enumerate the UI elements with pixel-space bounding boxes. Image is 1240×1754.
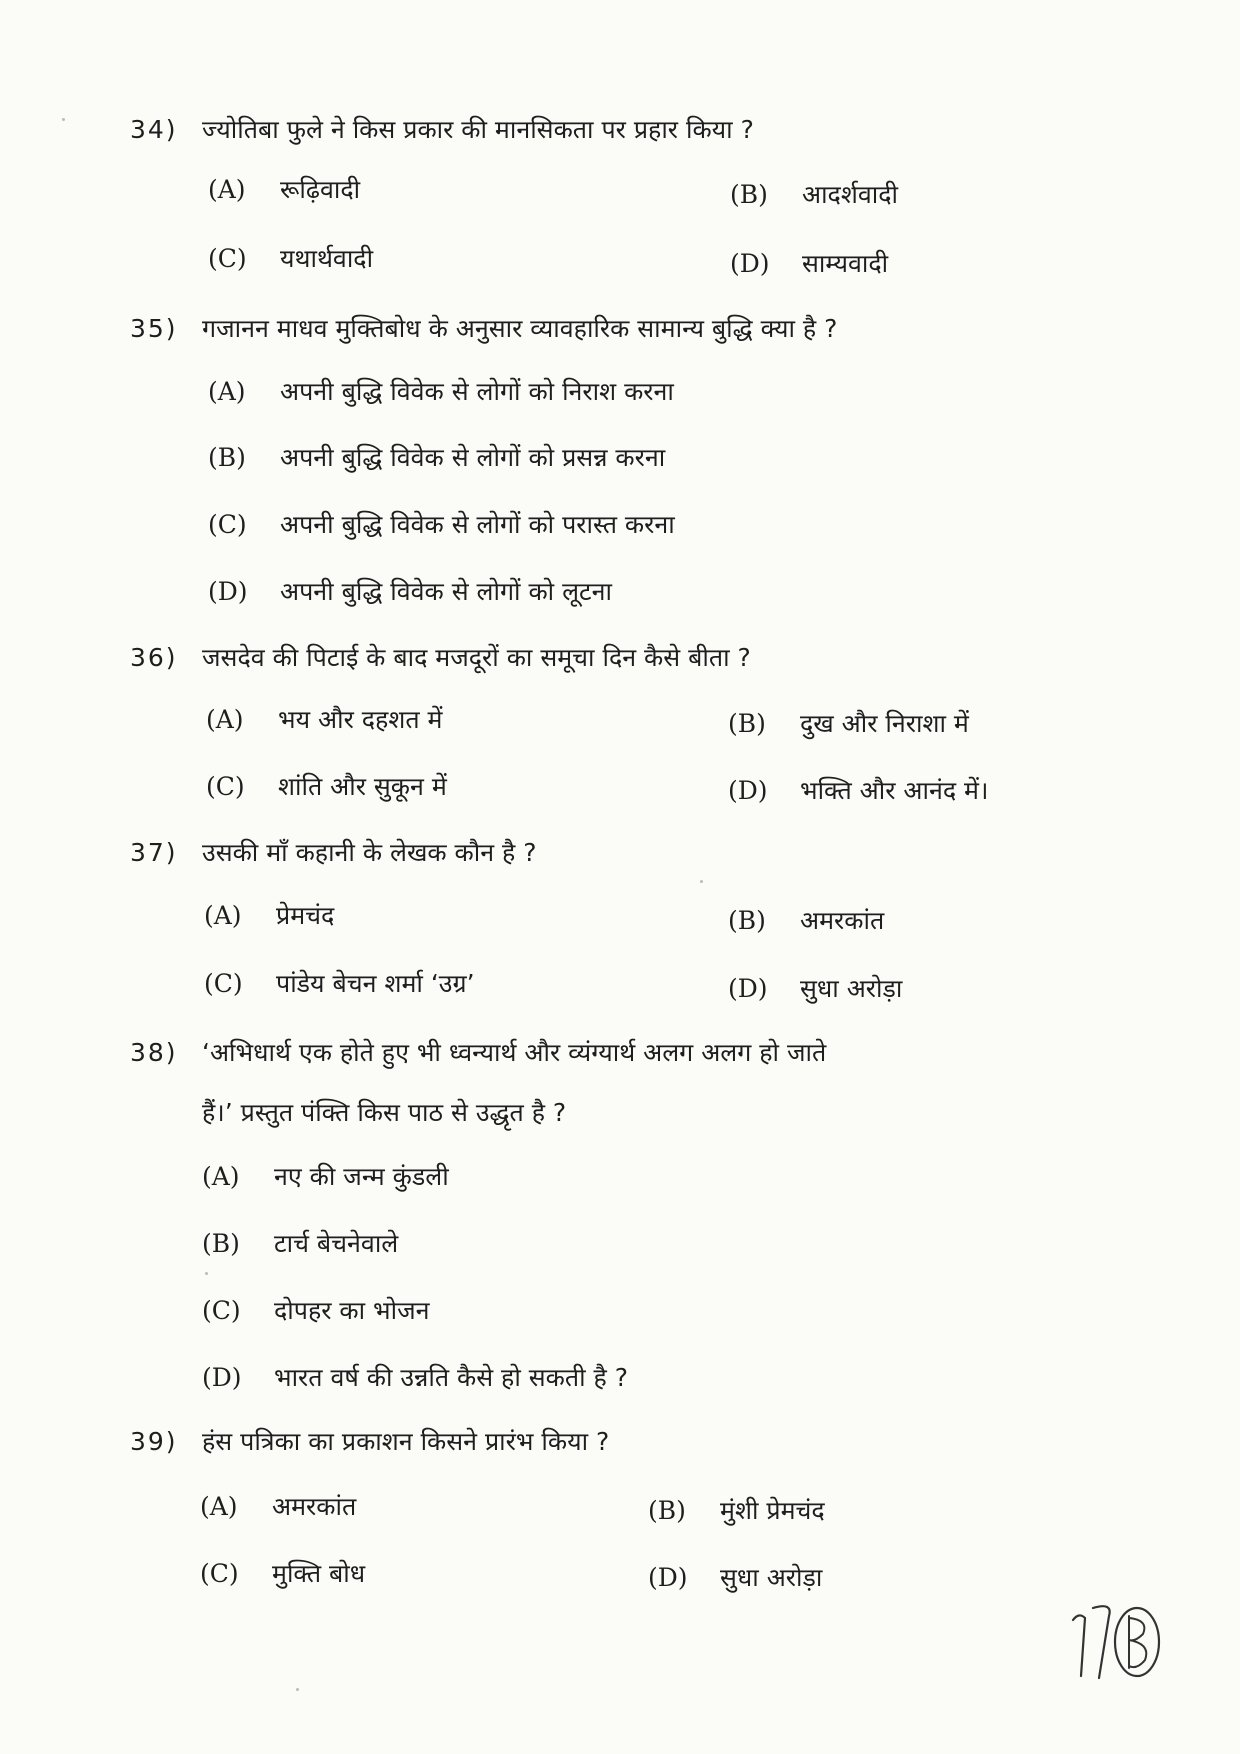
- option-text: अमरकांत: [272, 1492, 357, 1521]
- option-a: [208, 173, 360, 207]
- question-number: 39): [130, 1427, 178, 1456]
- question-number: 34): [130, 115, 178, 144]
- option-label: (D): [728, 974, 768, 1003]
- question-text: ज्योतिबा फुले ने किस प्रकार की मानसिकता पर प्रहार किया ?: [202, 115, 754, 144]
- option-text: साम्यवादी: [802, 249, 889, 278]
- scan-speck: [700, 880, 703, 883]
- option-label: (C): [204, 969, 243, 998]
- option-label: (A): [204, 901, 242, 930]
- option-text: नए की जन्म कुंडली: [274, 1162, 449, 1191]
- option-label: (C): [208, 244, 247, 273]
- question-36: [130, 641, 1130, 675]
- option-label: (A): [202, 1162, 240, 1191]
- option-b: [208, 441, 665, 475]
- option-c: [202, 1294, 430, 1328]
- option-b: [730, 178, 898, 212]
- option-text: दुख और निराशा में: [800, 709, 969, 738]
- scan-speck: [205, 1272, 208, 1275]
- option-label: (D): [208, 577, 248, 606]
- option-c: [204, 967, 475, 1001]
- scan-speck: [296, 1688, 299, 1691]
- option-text: सुधा अरोड़ा: [720, 1563, 823, 1592]
- option-c: [208, 508, 675, 542]
- question-number: 36): [130, 643, 178, 672]
- question-38-continuation: हैं।’ प्रस्तुत पंक्ति किस पाठ से उद्धृत है ?: [202, 1098, 567, 1127]
- option-label: (D): [648, 1563, 688, 1592]
- question-35: [130, 312, 1130, 346]
- option-a: [208, 375, 674, 409]
- option-a: [200, 1490, 356, 1524]
- option-text: अपनी बुद्धि विवेक से लोगों को लूटना: [280, 577, 612, 606]
- option-text: भारत वर्ष की उन्नति कैसे हो सकती है ?: [274, 1363, 629, 1392]
- question-text: जसदेव की पिटाई के बाद मजदूरों का समूचा दिन कैसे बीता ?: [202, 643, 751, 672]
- handwritten-page-mark: [1065, 1598, 1175, 1688]
- option-text: दोपहर का भोजन: [274, 1296, 430, 1325]
- option-text: भय और दहशत में: [278, 705, 443, 734]
- question-text: गजानन माधव मुक्तिबोध के अनुसार व्यावहारिक सामान्य बुद्धि क्या है ?: [202, 314, 838, 343]
- option-label: (A): [208, 377, 246, 406]
- question-39: [130, 1425, 1130, 1459]
- option-text: सुधा अरोड़ा: [800, 974, 903, 1003]
- question-number: 35): [130, 314, 178, 343]
- option-text: अमरकांत: [800, 906, 885, 935]
- option-d: [728, 774, 988, 808]
- option-b: [728, 707, 969, 741]
- option-d: [730, 247, 888, 281]
- question-37: [130, 836, 1130, 870]
- option-label: (A): [208, 175, 246, 204]
- question-number: 37): [130, 838, 178, 867]
- option-b: [648, 1494, 825, 1528]
- question-text: हंस पत्रिका का प्रकाशन किसने प्रारंभ किया ?: [202, 1427, 610, 1456]
- option-d: [648, 1561, 822, 1595]
- option-text: अपनी बुद्धि विवेक से लोगों को निराश करना: [280, 377, 674, 406]
- option-label: (C): [206, 772, 245, 801]
- option-label: (C): [200, 1559, 239, 1588]
- option-label: (B): [208, 443, 246, 472]
- option-label: (D): [728, 776, 768, 805]
- option-label: (B): [648, 1496, 686, 1525]
- option-d: [728, 972, 902, 1006]
- option-text: मुंशी प्रेमचंद: [720, 1496, 825, 1525]
- option-d: [202, 1361, 628, 1395]
- option-text: आदर्शवादी: [802, 180, 898, 209]
- option-label: (D): [202, 1363, 242, 1392]
- question-text: उसकी माँ कहानी के लेखक कौन है ?: [202, 838, 537, 867]
- option-text: अपनी बुद्धि विवेक से लोगों को प्रसन्न करना: [280, 443, 666, 472]
- question-38: [130, 1036, 1130, 1070]
- option-text: अपनी बुद्धि विवेक से लोगों को परास्त करना: [280, 510, 675, 539]
- option-label: (C): [202, 1296, 241, 1325]
- option-label: (A): [200, 1492, 238, 1521]
- question-text: ‘अभिधार्थ एक होते हुए भी ध्वन्यार्थ और व्यंग्यार्थ अलग अलग हो जाते: [202, 1038, 827, 1067]
- option-text: प्रेमचंद: [276, 901, 335, 930]
- option-a: [204, 899, 334, 933]
- option-label: (B): [728, 906, 766, 935]
- option-b: [728, 904, 884, 938]
- option-label: (B): [728, 709, 766, 738]
- option-a: [202, 1160, 449, 1194]
- option-text: मुक्ति बोध: [272, 1559, 366, 1588]
- option-c: [208, 242, 373, 276]
- option-label: (C): [208, 510, 247, 539]
- option-text: पांडेय बेचन शर्मा ‘उग्र’: [276, 969, 475, 998]
- option-c: [206, 770, 447, 804]
- option-d: [208, 575, 612, 609]
- option-text: टार्च बेचनेवाले: [274, 1229, 399, 1258]
- option-text: शांति और सुकून में: [278, 772, 447, 801]
- option-label: (B): [730, 180, 768, 209]
- option-text: रूढ़िवादी: [280, 175, 361, 204]
- question-34: [130, 113, 1130, 147]
- option-a: [206, 703, 442, 737]
- option-text: भक्ति और आनंद में।: [800, 776, 989, 805]
- option-label: (A): [206, 705, 244, 734]
- question-number: 38): [130, 1038, 178, 1067]
- scan-speck: [62, 118, 65, 121]
- option-label: (B): [202, 1229, 240, 1258]
- option-text: यथार्थवादी: [280, 244, 374, 273]
- option-b: [202, 1227, 398, 1261]
- option-c: [200, 1557, 365, 1591]
- option-label: (D): [730, 249, 770, 278]
